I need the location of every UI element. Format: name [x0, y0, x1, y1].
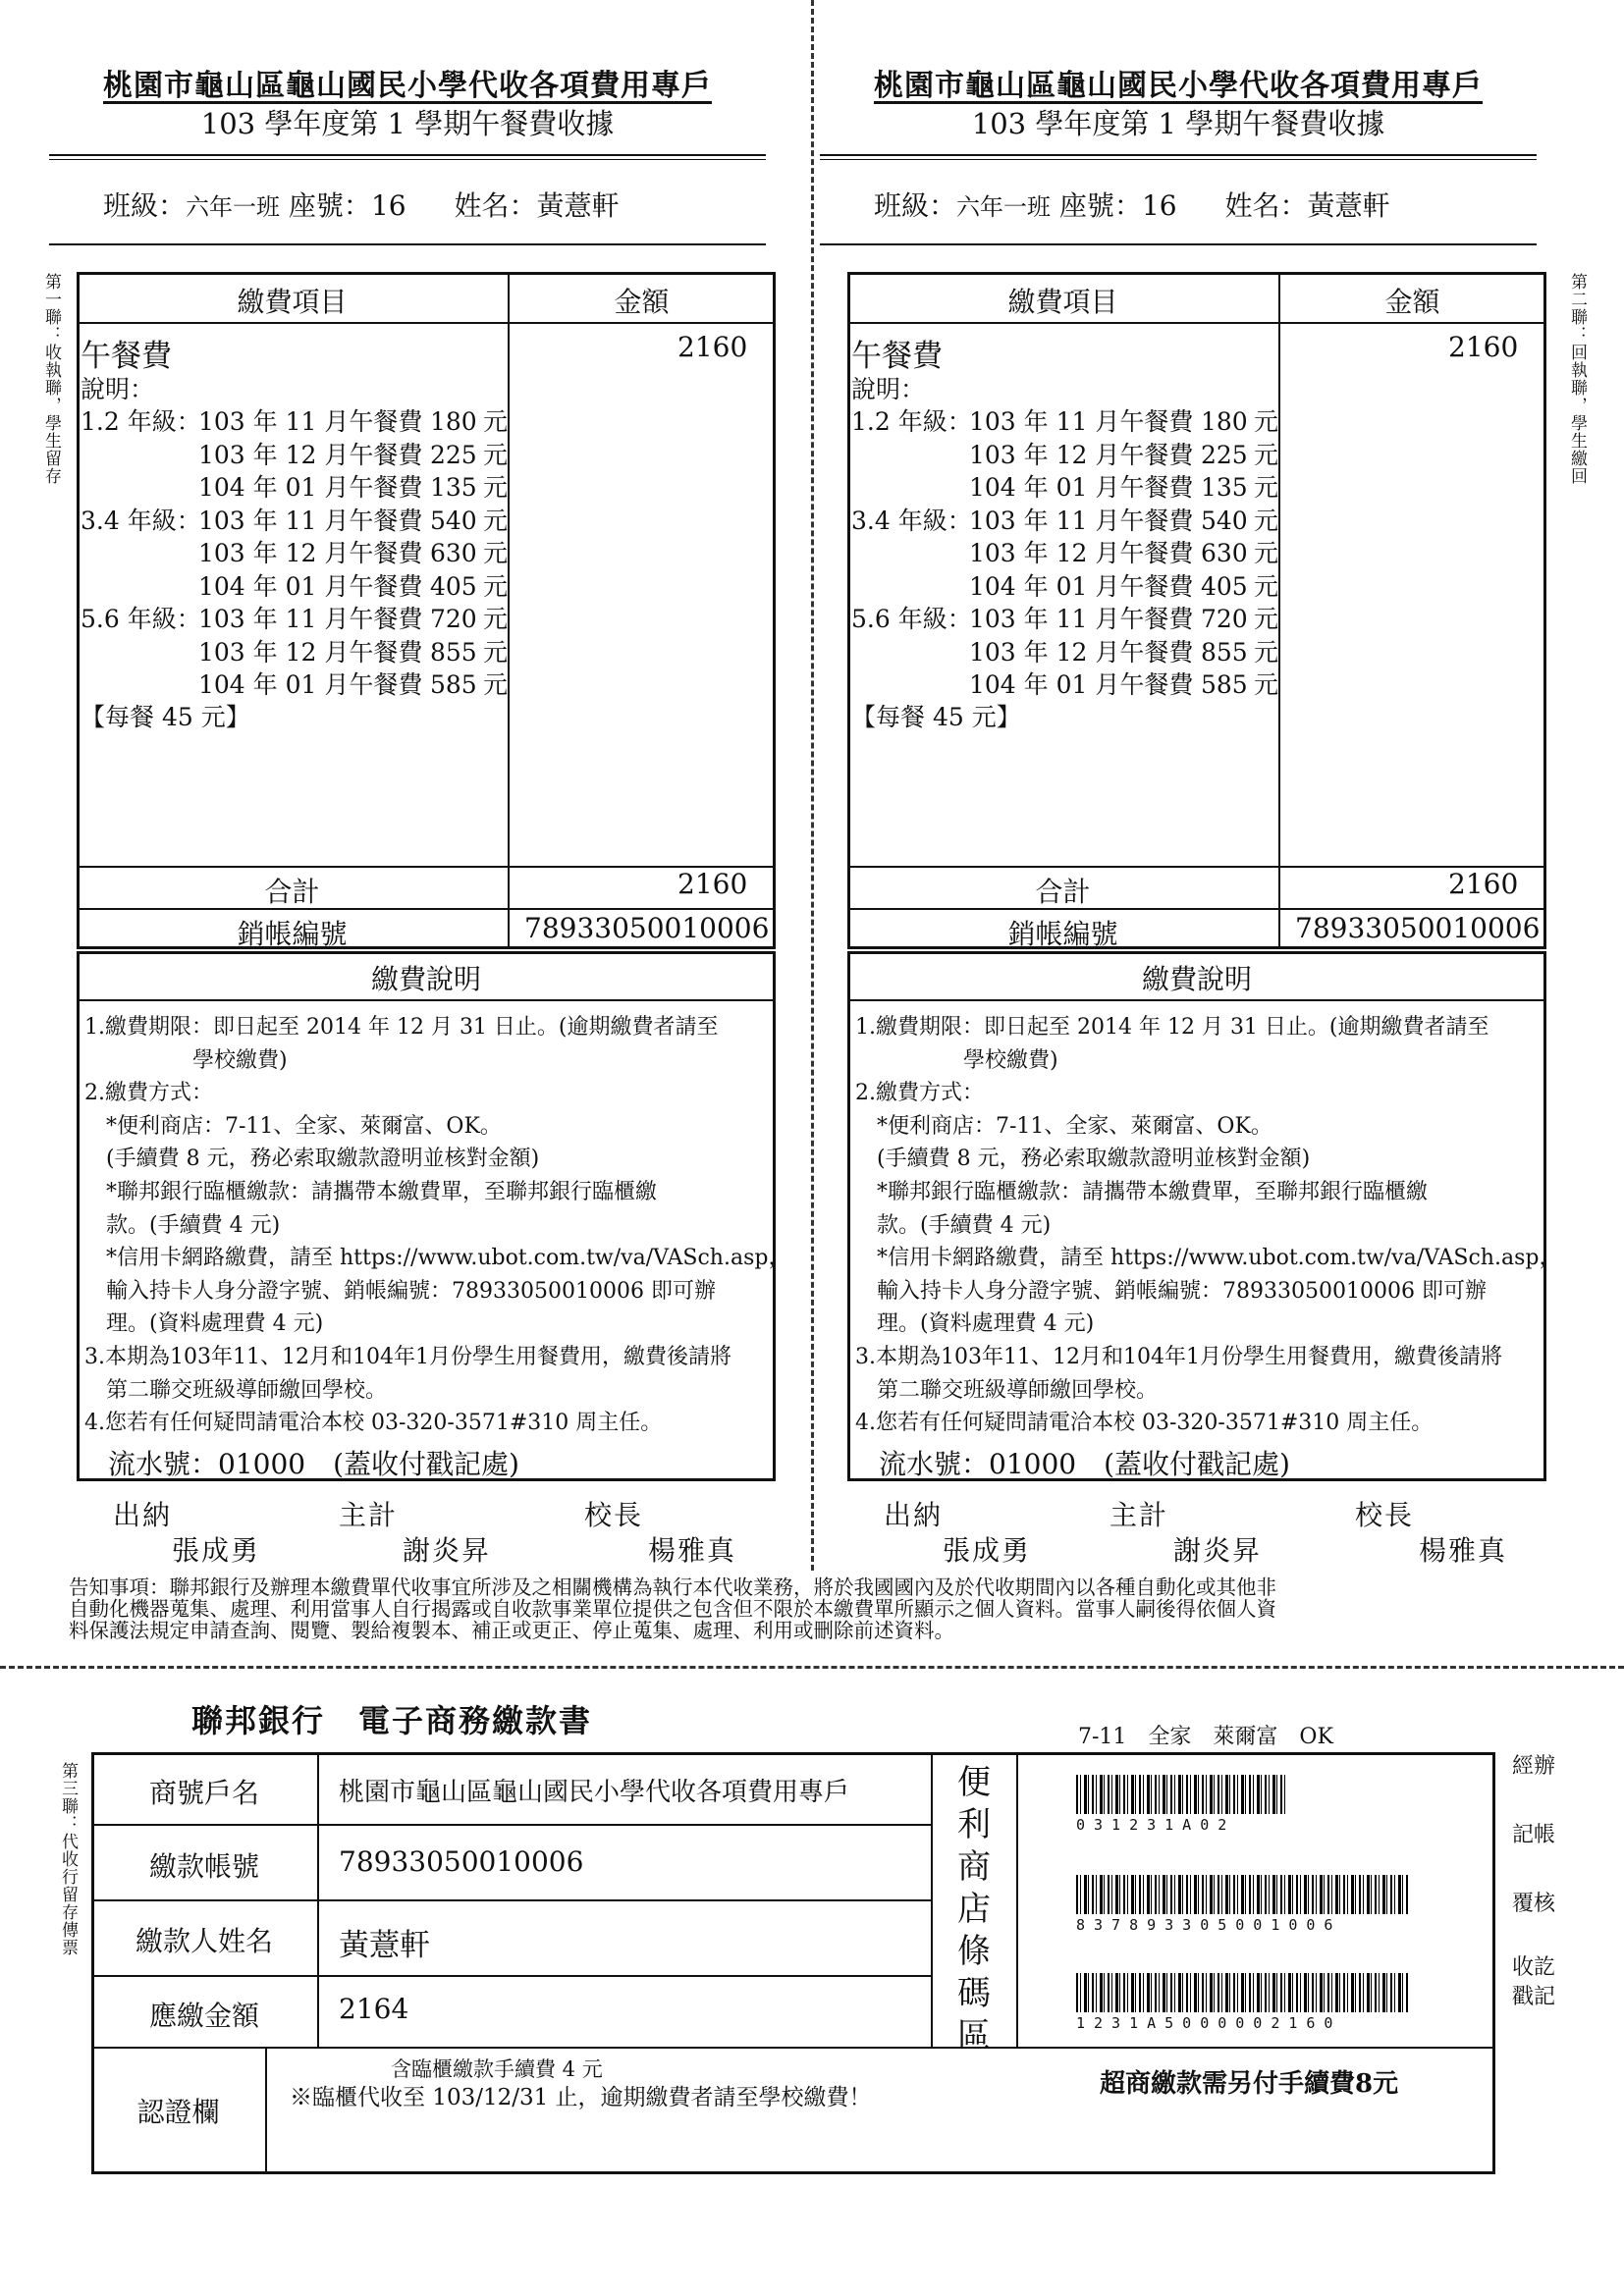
desc-text: 103 年 12 月午餐費: [969, 539, 1194, 567]
bank-title: 聯邦銀行 電子商務繳款書: [191, 1702, 593, 1739]
divider: [1278, 272, 1280, 949]
per-meal-note: 【每餐 45 元】: [851, 703, 1021, 731]
desc-label: 說明：: [81, 375, 155, 403]
desc-unit: 元: [1254, 440, 1279, 469]
col-header-amount: 金額: [614, 286, 670, 318]
note-line: 款。(手續費 4 元): [84, 1212, 281, 1238]
divider: [847, 866, 1546, 868]
desc-text: 103 年 11 月午餐費: [198, 506, 423, 535]
principal-name: 楊雅真: [1419, 1534, 1508, 1567]
desc-grade: 5.6 年級：: [851, 605, 972, 633]
desc-line: [81, 468, 508, 504]
desc-amount: 225: [430, 440, 477, 469]
desc-line: [851, 502, 1278, 537]
privacy-notice: [69, 1576, 1276, 1641]
student-info: [103, 185, 620, 224]
divider: [847, 999, 1546, 1001]
total-label: 合計: [264, 876, 320, 908]
note-line: 理。(資料處理費 4 元): [84, 1311, 324, 1337]
barcode-bars: [1076, 1775, 1287, 1814]
desc-amount: 135: [430, 473, 477, 502]
slip-copy-label: 第三聯：代收行留存傳票: [58, 1762, 78, 1956]
barcode-number: 031231A02: [1076, 1816, 1236, 1834]
class-label: 班級：: [874, 189, 957, 222]
note-line: (手續費 8 元，務必索取繳款證明並核對金額): [855, 1147, 1311, 1172]
desc-text: 103 年 12 月午餐費: [969, 637, 1194, 667]
note-line: 學校繳費): [855, 1047, 1058, 1073]
barcode-1: [1076, 1775, 1287, 1834]
divider: [820, 243, 1537, 245]
divider: [91, 1975, 931, 1977]
note-line: 學校繳費): [84, 1047, 288, 1073]
note-line: 第二聯交班級導師繳回學校。: [855, 1377, 1159, 1403]
account-value: 78933050010006: [524, 912, 770, 944]
fee-note-2: ※臨櫃代收至 103/12/31 止，逾期繳費者請至學校繳費！: [290, 2085, 872, 2110]
desc-amount: 540: [1201, 506, 1248, 535]
desc-line: [81, 666, 508, 701]
desc-amount: 225: [1201, 440, 1248, 469]
left-copy-label: 第一聯：收執聯，學生留存: [41, 273, 61, 485]
barcode-bars: [1076, 1875, 1410, 1914]
class-label: 班級：: [103, 189, 187, 222]
account-value: 78933050010006: [1295, 912, 1541, 944]
desc-amount: 180: [430, 407, 477, 436]
desc-text: 104 年 01 月午餐費: [198, 571, 423, 601]
receipt-subtitle: 103 學年度第 1 學期午餐費收據: [971, 107, 1385, 140]
principal-label: 校長: [1355, 1499, 1415, 1531]
slip-label-payer: 繳款人姓名: [135, 1925, 273, 1957]
divider: [265, 2047, 267, 2174]
desc-unit: 元: [1254, 539, 1279, 567]
desc-unit: 元: [483, 506, 509, 535]
slip-value-payer: 黃薏軒: [339, 1928, 430, 1963]
right-copy-label: 第二聯：回執聯，學生繳回: [1567, 273, 1587, 485]
desc-text: 103 年 12 月午餐費: [198, 539, 423, 567]
cashier-label: 出納: [884, 1499, 944, 1531]
receipt-copy-1: [49, 0, 790, 1571]
col-header-item: 繳費項目: [237, 286, 348, 318]
desc-text: 103 年 12 月午餐費: [969, 440, 1194, 469]
desc-line: [851, 633, 1278, 668]
desc-amount: 855: [430, 637, 477, 667]
store-list: 7-11 全家 萊爾富 OK: [1078, 1725, 1333, 1749]
desc-text: 103 年 11 月午餐費: [198, 605, 423, 633]
desc-text: 104 年 01 月午餐費: [198, 473, 423, 502]
note-line: 3.本期為103年11、12月和104年1月份學生用餐費用，繳費後請將: [855, 1345, 1502, 1369]
slip-value-account-name: 桃園市龜山區龜山國民小學代收各項費用專戶: [339, 1778, 850, 1807]
divider: [847, 322, 1546, 324]
item-amount: 2160: [1448, 331, 1519, 363]
desc-amount: 630: [430, 539, 477, 567]
note-line: (手續費 8 元，務必索取繳款證明並核對金額): [84, 1147, 540, 1172]
seat-label: 座號：: [288, 189, 371, 222]
desc-line: [851, 534, 1278, 569]
desc-amount: 540: [430, 506, 477, 535]
desc-unit: 元: [1254, 571, 1279, 601]
cashier-label: 出納: [113, 1499, 173, 1531]
desc-grade: 5.6 年級：: [81, 605, 201, 633]
receipt-subtitle: 103 學年度第 1 學期午餐費收據: [200, 107, 615, 140]
desc-unit: 元: [1254, 637, 1279, 667]
seat-label: 座號：: [1058, 189, 1142, 222]
desc-line: [81, 436, 508, 471]
accountant-name: 謝炎昇: [403, 1534, 492, 1567]
desc-line: [851, 666, 1278, 701]
desc-text: 103 年 12 月午餐費: [198, 637, 423, 667]
note-line: 4.您若有任何疑問請電洽本校 03-320-3571#310 周主任。: [855, 1411, 1434, 1436]
receipt-title: 桃園市龜山區龜山國民小學代收各項費用專戶: [103, 69, 712, 103]
desc-unit: 元: [483, 440, 509, 469]
account-label: 銷帳編號: [237, 918, 348, 950]
slip-label-account-name: 商號戶名: [148, 1777, 259, 1809]
desc-amount: 405: [430, 571, 477, 601]
desc-unit: 元: [483, 539, 509, 567]
desc-amount: 855: [1201, 637, 1248, 667]
seat-value: 16: [370, 189, 406, 222]
total-value: 2160: [677, 868, 748, 900]
note-line: 2.繳費方式：: [855, 1081, 984, 1106]
desc-text: 104 年 01 月午餐費: [969, 571, 1194, 601]
note-line: 理。(資料處理費 4 元): [855, 1311, 1095, 1337]
desc-label: 說明：: [851, 375, 926, 403]
note-line: 2.繳費方式：: [84, 1081, 213, 1106]
name-label: 姓名：: [1224, 189, 1308, 222]
divider: [77, 866, 776, 868]
notes-title: 繳費說明: [370, 963, 481, 995]
serial-number: 流水號：01000 (蓋收付戳記處): [879, 1448, 1290, 1480]
note-line: *聯邦銀行臨櫃繳款：請攜帶本繳費單，至聯邦銀行臨櫃繳: [84, 1180, 658, 1204]
total-value: 2160: [1448, 868, 1519, 900]
desc-text: 104 年 01 月午餐費: [198, 670, 423, 699]
name-value: 黃薏軒: [536, 189, 620, 222]
desc-unit: 元: [483, 605, 509, 633]
note-line: *信用卡網路繳費，請至 https://www.ubot.com.tw/va/VASch.asp，: [84, 1246, 790, 1271]
note-line: *聯邦銀行臨櫃繳款：請攜帶本繳費單，至聯邦銀行臨櫃繳: [855, 1180, 1429, 1204]
desc-amount: 135: [1201, 473, 1248, 502]
desc-line: [851, 468, 1278, 504]
divider: [91, 1824, 931, 1826]
desc-line: [851, 402, 1278, 438]
desc-unit: 元: [1254, 407, 1279, 436]
desc-unit: 元: [1254, 473, 1279, 502]
per-meal-note: 【每餐 45 元】: [81, 703, 250, 731]
barcode-3: [1076, 1973, 1410, 2032]
fee-note-1: 含臨櫃繳款手續費 4 元: [391, 2057, 603, 2081]
privacy-line: 料保護法規定申請查詢、閱覽、製給複製本、補正或更正、停止蒐集、處理、利用或刪除前述資料。: [69, 1619, 954, 1642]
note-line: 1.繳費期限：即日起至 2014 年 12 月 31 日止。(逾期繳費者請至: [855, 1015, 1489, 1040]
divider: [508, 272, 510, 949]
desc-amount: 405: [1201, 571, 1248, 601]
divider: [77, 999, 776, 1001]
vertical-cut-line: [811, 0, 814, 1571]
receipt-title: 桃園市龜山區龜山國民小學代收各項費用專戶: [874, 69, 1483, 103]
slip-value-amount: 2164: [339, 1993, 409, 2025]
desc-unit: 元: [483, 670, 509, 699]
principal-name: 楊雅真: [648, 1534, 737, 1567]
desc-line: [81, 567, 508, 603]
account-label: 銷帳編號: [1007, 918, 1118, 950]
slip-value-account-no: 78933050010006: [339, 1845, 584, 1878]
desc-unit: 元: [1254, 605, 1279, 633]
notes-title: 繳費說明: [1141, 963, 1252, 995]
divider: [77, 322, 776, 324]
desc-unit: 元: [483, 637, 509, 667]
review-label: 覆核: [1512, 1892, 1556, 1916]
slip-label-amount: 應繳金額: [148, 2000, 259, 2032]
desc-text: 103 年 11 月午餐費: [969, 407, 1194, 436]
desc-text: 103 年 12 月午餐費: [198, 440, 423, 469]
desc-grade: 1.2 年級：: [81, 407, 201, 436]
barcode-2: [1076, 1875, 1410, 1934]
class-value: 六年一班: [186, 193, 281, 221]
note-line: 輸入持卡人身分證字號、銷帳編號：78933050010006 即可辦: [84, 1278, 716, 1304]
cert-label: 認證欄: [136, 2096, 220, 2128]
desc-amount: 630: [1201, 539, 1248, 567]
horizontal-cut-line: [0, 1666, 1624, 1669]
desc-text: 103 年 11 月午餐費: [969, 506, 1194, 535]
desc-line: [851, 567, 1278, 603]
desc-amount: 585: [430, 670, 477, 699]
desc-text: 103 年 11 月午餐費: [198, 407, 423, 436]
desc-unit: 元: [483, 571, 509, 601]
desc-line: [81, 402, 508, 438]
divider: [931, 1752, 933, 2047]
desc-text: 104 年 01 月午餐費: [969, 670, 1194, 699]
note-line: 第二聯交班級導師繳回學校。: [84, 1377, 388, 1403]
barcode-number: 1231A5000002160: [1076, 2014, 1342, 2032]
name-label: 姓名：: [454, 189, 537, 222]
desc-unit: 元: [1254, 506, 1279, 535]
desc-line: [851, 436, 1278, 471]
desc-grade: 3.4 年級：: [81, 506, 201, 535]
note-line: *便利商店：7-11、全家、萊爾富、OK。: [84, 1113, 502, 1139]
divider: [91, 1899, 931, 1901]
principal-label: 校長: [584, 1499, 644, 1531]
receipt-stamp-label: 收訖 戳記: [1512, 1955, 1556, 2009]
privacy-line: 自動化機器蒐集、處理、利用當事人自行揭露或自收款事業單位提供之包含但不限於本繳費單所顯示之個人資料。當事人嗣後得依個人資: [69, 1597, 1276, 1621]
note-line: *便利商店：7-11、全家、萊爾富、OK。: [855, 1113, 1272, 1139]
accountant-label: 主計: [339, 1499, 399, 1531]
desc-amount: 720: [430, 605, 477, 633]
total-label: 合計: [1035, 876, 1091, 908]
privacy-line: 告知事項：聯邦銀行及辦理本繳費單代收事宜所涉及之相關機構為執行本代收業務，將於我國國內及於代收期間內以各種自動化或其他非: [69, 1575, 1276, 1599]
desc-amount: 180: [1201, 407, 1248, 436]
slip-label-account-no: 繳款帳號: [148, 1850, 259, 1883]
store-fee-note: 超商繳款需另付手續費8元: [1100, 2069, 1399, 2099]
note-line: 1.繳費期限：即日起至 2014 年 12 月 31 日止。(逾期繳費者請至: [84, 1015, 719, 1040]
desc-amount: 720: [1201, 605, 1248, 633]
serial-number: 流水號：01000 (蓋收付戳記處): [108, 1448, 519, 1480]
desc-line: [81, 600, 508, 635]
item-name: 午餐費: [81, 339, 172, 374]
handler-label: 經辦: [1512, 1754, 1556, 1779]
cashier-name: 張成勇: [943, 1534, 1032, 1567]
name-value: 黃薏軒: [1307, 189, 1390, 222]
class-value: 六年一班: [956, 193, 1052, 221]
divider: [49, 159, 766, 160]
desc-line: [81, 502, 508, 537]
barcode-bars: [1076, 1973, 1410, 2012]
divider: [820, 159, 1537, 160]
bookkeeping-label: 記帳: [1512, 1823, 1556, 1847]
col-header-amount: 金額: [1384, 286, 1440, 318]
desc-amount: 585: [1201, 670, 1248, 699]
receipt-copy-2: [820, 0, 1561, 1571]
student-info: [874, 185, 1390, 224]
divider: [49, 243, 766, 245]
divider: [49, 154, 766, 156]
desc-unit: 元: [483, 473, 509, 502]
barcode-number: 837893305001006: [1076, 1916, 1342, 1934]
desc-line: [851, 600, 1278, 635]
item-name: 午餐費: [851, 339, 943, 374]
note-line: 款。(手續費 4 元): [855, 1212, 1052, 1238]
accountant-name: 謝炎昇: [1173, 1534, 1263, 1567]
desc-grade: 3.4 年級：: [851, 506, 972, 535]
note-line: 輸入持卡人身分證字號、銷帳編號：78933050010006 即可辦: [855, 1278, 1487, 1304]
seat-value: 16: [1141, 189, 1177, 222]
note-line: 3.本期為103年11、12月和104年1月份學生用餐費用，繳費後請將: [84, 1345, 731, 1369]
divider: [1016, 1752, 1018, 2047]
desc-text: 104 年 01 月午餐費: [969, 473, 1194, 502]
note-line: 4.您若有任何疑問請電洽本校 03-320-3571#310 周主任。: [84, 1411, 663, 1436]
item-amount: 2160: [677, 331, 748, 363]
desc-line: [81, 633, 508, 668]
divider: [820, 154, 1537, 156]
desc-unit: 元: [1254, 670, 1279, 699]
cashier-name: 張成勇: [172, 1534, 261, 1567]
divider: [91, 2047, 1495, 2049]
accountant-label: 主計: [1110, 1499, 1169, 1531]
desc-grade: 1.2 年級：: [851, 407, 972, 436]
barcode-area-label: 便利商店條碼區: [957, 1763, 991, 2056]
note-line: *信用卡網路繳費，請至 https://www.ubot.com.tw/va/VASch.asp，: [855, 1246, 1561, 1271]
desc-line: [81, 534, 508, 569]
col-header-item: 繳費項目: [1007, 286, 1118, 318]
desc-text: 103 年 11 月午餐費: [969, 605, 1194, 633]
desc-unit: 元: [483, 407, 509, 436]
